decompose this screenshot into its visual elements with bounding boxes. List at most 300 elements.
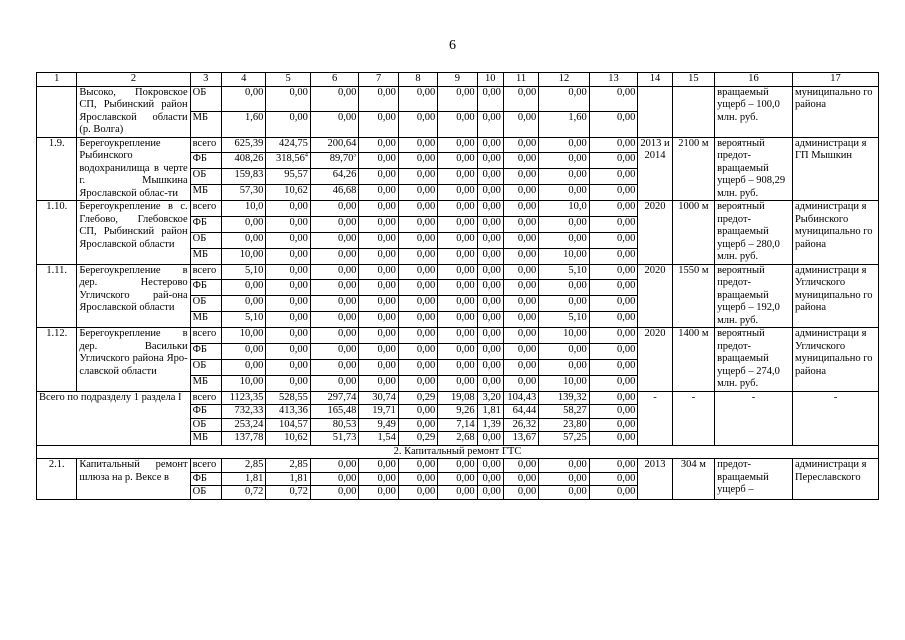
- value-cell: 0,00: [477, 459, 503, 473]
- value-cell: 0,00: [589, 375, 638, 391]
- header-cell: 5: [266, 73, 310, 87]
- value-cell: 0,00: [310, 459, 359, 473]
- value-cell: 0,00: [589, 169, 638, 185]
- value-cell: 0,00: [310, 86, 359, 112]
- value-cell: 10,00: [539, 375, 590, 391]
- value-cell: 95,57: [266, 169, 310, 185]
- value-cell: 0,00: [398, 169, 437, 185]
- value-cell: 0,00: [398, 459, 437, 473]
- item-period: 2020: [638, 328, 672, 392]
- value-cell: 0,00: [266, 86, 310, 112]
- value-cell: 0,00: [539, 359, 590, 375]
- header-cell: 3: [190, 73, 221, 87]
- value-cell: 1,81: [266, 472, 310, 486]
- value-cell: 0,00: [503, 201, 538, 217]
- item-length: [672, 86, 714, 137]
- funding-source: МБ: [190, 375, 221, 391]
- value-cell: 0,29: [398, 432, 437, 446]
- item-period: [638, 86, 672, 137]
- value-cell: 0,00: [359, 328, 398, 344]
- value-cell: 625,39: [221, 137, 265, 153]
- value-cell: 0,00: [503, 169, 538, 185]
- item-period: 2013 и 2014: [638, 137, 672, 201]
- header-cell: 4: [221, 73, 265, 87]
- value-cell: 0,00: [589, 264, 638, 280]
- value-cell: 0,00: [310, 343, 359, 359]
- value-cell: 5,10: [221, 312, 265, 328]
- value-cell: 10,00: [221, 328, 265, 344]
- value-cell: 0,00: [310, 296, 359, 312]
- item-executor: администраци я Угличского муниципально го района: [792, 264, 878, 328]
- item-length: 2100 м: [672, 137, 714, 201]
- value-cell: 0,00: [438, 153, 477, 169]
- funding-source: ОБ: [190, 86, 221, 112]
- item-number: 1.9.: [37, 137, 77, 201]
- value-cell: 0,00: [503, 216, 538, 232]
- data-row: [37, 137, 879, 153]
- value-cell: 0,00: [438, 201, 477, 217]
- value-cell: 0,00: [503, 137, 538, 153]
- value-cell: 0,00: [503, 459, 538, 473]
- value-cell: 137,78: [221, 432, 265, 446]
- item-number: [37, 86, 77, 137]
- value-cell: 0,00: [477, 280, 503, 296]
- value-cell: 0,00: [359, 486, 398, 500]
- item-effect: вращаемый ущерб – 100,0 млн. руб.: [715, 86, 793, 137]
- value-cell: 3,20: [477, 391, 503, 405]
- value-cell: 1,81: [477, 405, 503, 419]
- value-cell: 0,00: [398, 312, 437, 328]
- value-cell: 0,00: [398, 486, 437, 500]
- funding-source: всего: [190, 137, 221, 153]
- value-cell: 0,00: [359, 185, 398, 201]
- value-cell: 0,00: [503, 86, 538, 112]
- value-cell: 0,00: [310, 375, 359, 391]
- value-cell: 0,00: [589, 248, 638, 264]
- item-executor: администраци я Рыбинского муниципально го района: [792, 201, 878, 265]
- value-cell: 1,60: [539, 112, 590, 138]
- value-cell: 0,00: [266, 359, 310, 375]
- value-cell: 0,00: [398, 86, 437, 112]
- value-cell: 297,74: [310, 391, 359, 405]
- value-cell: 0,00: [477, 296, 503, 312]
- value-cell: 10,00: [539, 328, 590, 344]
- funding-source: ФБ: [190, 280, 221, 296]
- value-cell: 0,00: [266, 216, 310, 232]
- value-cell: 0,00: [589, 472, 638, 486]
- value-cell: 0,00: [310, 264, 359, 280]
- value-cell: 0,00: [589, 391, 638, 405]
- value-cell: 0,00: [477, 486, 503, 500]
- value-cell: 0,00: [589, 137, 638, 153]
- funding-source: ОБ: [190, 169, 221, 185]
- value-cell: 51,73: [310, 432, 359, 446]
- item-period: 2020: [638, 264, 672, 328]
- value-cell: 139,32: [539, 391, 590, 405]
- value-cell: 13,67: [503, 432, 538, 446]
- value-cell: 0,00: [503, 112, 538, 138]
- header-cell: 12: [539, 73, 590, 87]
- value-cell: 0,00: [477, 112, 503, 138]
- total-executor: -: [792, 391, 878, 445]
- header-cell: 16: [715, 73, 793, 87]
- value-cell: 0,00: [398, 472, 437, 486]
- value-cell: 0,00: [503, 328, 538, 344]
- value-cell: 10,62: [266, 432, 310, 446]
- item-executor: администраци я Переславского: [792, 459, 878, 500]
- header-cell: 8: [398, 73, 437, 87]
- value-cell: 253,24: [221, 418, 265, 432]
- item-name: Берегоукрепление в дер. Нестерово Угличского рай-она Ярославской области: [77, 264, 190, 328]
- value-cell: 0,00: [589, 185, 638, 201]
- value-cell: 0,00: [539, 472, 590, 486]
- value-cell: 0,00: [438, 169, 477, 185]
- value-cell: 0,00: [310, 201, 359, 217]
- value-cell: 0,00: [589, 153, 638, 169]
- funding-source: ОБ: [190, 486, 221, 500]
- value-cell: 732,33: [221, 405, 265, 419]
- value-cell: 1,60: [221, 112, 265, 138]
- item-executor: администраци я ГП Мышкин: [792, 137, 878, 201]
- value-cell: 0,00: [221, 359, 265, 375]
- value-cell: 0,29: [398, 391, 437, 405]
- section-title: 2. Капитальный ремонт ГТС: [37, 445, 879, 459]
- value-cell: 64,26: [310, 169, 359, 185]
- value-cell: 0,00: [589, 432, 638, 446]
- value-cell: 0,00: [539, 296, 590, 312]
- value-cell: 0,00: [589, 280, 638, 296]
- value-cell: 0,00: [266, 248, 310, 264]
- header-row: [37, 73, 879, 87]
- value-cell: 0,00: [503, 359, 538, 375]
- value-cell: 0,00: [398, 296, 437, 312]
- value-cell: 0,72: [221, 486, 265, 500]
- value-cell: 0,00: [477, 216, 503, 232]
- value-cell: 0,00: [438, 216, 477, 232]
- value-cell: 0,00: [398, 153, 437, 169]
- funding-source: ОБ: [190, 418, 221, 432]
- item-effect: предот-вращаемый ущерб –: [715, 459, 793, 500]
- value-cell: 413,36: [266, 405, 310, 419]
- value-cell: 0,00: [589, 359, 638, 375]
- value-cell: 0,00: [310, 112, 359, 138]
- value-cell: 0,00: [221, 216, 265, 232]
- funding-source: МБ: [190, 112, 221, 138]
- total-effect: -: [715, 391, 793, 445]
- value-cell: 0,00: [477, 137, 503, 153]
- value-cell: 5,10: [539, 264, 590, 280]
- item-length: 1000 м: [672, 201, 714, 265]
- value-cell: 0,00: [310, 216, 359, 232]
- value-cell: 0,00: [539, 86, 590, 112]
- value-cell: 0,00: [398, 232, 437, 248]
- value-cell: 0,00: [398, 343, 437, 359]
- item-length: 304 м: [672, 459, 714, 500]
- value-cell: 0,00: [589, 312, 638, 328]
- funding-source: всего: [190, 264, 221, 280]
- value-cell: 2,85: [266, 459, 310, 473]
- item-name: Берегоукрепление Рыбинского водохранилища в черте г. Мышкина Ярославской облас-ти: [77, 137, 190, 201]
- value-cell: 10,0: [221, 201, 265, 217]
- value-cell: 0,00: [359, 280, 398, 296]
- program-table: [36, 72, 879, 500]
- value-cell: 0,00: [266, 280, 310, 296]
- value-cell: 0,00: [539, 280, 590, 296]
- value-cell: 0,00: [503, 486, 538, 500]
- item-length: 1400 м: [672, 328, 714, 392]
- value-cell: 0,00: [438, 359, 477, 375]
- funding-source: ОБ: [190, 232, 221, 248]
- item-name: Берегоукрепление в дер. Васильки Угличского района Яро-славской области: [77, 328, 190, 392]
- value-cell: 57,25: [539, 432, 590, 446]
- value-cell: 30,74: [359, 391, 398, 405]
- value-cell: 0,00: [503, 248, 538, 264]
- value-cell: 0,00: [398, 137, 437, 153]
- value-cell: 0,00: [359, 359, 398, 375]
- total-length: -: [672, 391, 714, 445]
- value-cell: 5,10: [539, 312, 590, 328]
- value-cell: 0,00: [589, 328, 638, 344]
- value-cell: 19,71: [359, 405, 398, 419]
- item-length: 1550 м: [672, 264, 714, 328]
- value-cell: 0,00: [438, 328, 477, 344]
- value-cell: 0,00: [503, 185, 538, 201]
- value-cell: 0,00: [589, 232, 638, 248]
- total-label: Всего по подразделу 1 раздела I: [37, 391, 191, 445]
- value-cell: 0,00: [503, 280, 538, 296]
- value-cell: 0,00: [266, 312, 310, 328]
- header-cell: 9: [438, 73, 477, 87]
- header-cell: 2: [77, 73, 190, 87]
- item-executor: муниципально го района: [792, 86, 878, 137]
- value-cell: 0,00: [359, 264, 398, 280]
- value-cell: 0,00: [477, 328, 503, 344]
- value-cell: 0,00: [398, 375, 437, 391]
- value-cell: 0,00: [503, 232, 538, 248]
- page-number: 6: [449, 38, 456, 53]
- value-cell: 0,00: [438, 472, 477, 486]
- header-cell: 7: [359, 73, 398, 87]
- funding-source: МБ: [190, 312, 221, 328]
- funding-source: МБ: [190, 185, 221, 201]
- value-cell: 0,00: [477, 472, 503, 486]
- value-cell: 0,00: [359, 375, 398, 391]
- value-cell: 0,00: [398, 359, 437, 375]
- data-row: [37, 86, 879, 112]
- value-cell: 0,00: [221, 296, 265, 312]
- value-cell: 0,00: [539, 459, 590, 473]
- value-cell: 0,00: [221, 280, 265, 296]
- value-cell: 0,00: [477, 232, 503, 248]
- value-cell: 0,00: [438, 375, 477, 391]
- header-cell: 10: [477, 73, 503, 87]
- item-number: 1.12.: [37, 328, 77, 392]
- item-number: 1.11.: [37, 264, 77, 328]
- value-cell: 0,00: [503, 343, 538, 359]
- data-row: [37, 459, 879, 473]
- value-cell: 9,49: [359, 418, 398, 432]
- value-cell: 0,00: [359, 137, 398, 153]
- value-cell: 5,10: [221, 264, 265, 280]
- value-cell: 0,00: [589, 201, 638, 217]
- value-cell: 0,00: [477, 169, 503, 185]
- value-cell: 0,00: [221, 86, 265, 112]
- value-cell: 0,00: [266, 328, 310, 344]
- value-cell: 0,00: [359, 232, 398, 248]
- value-cell: 10,00: [221, 248, 265, 264]
- value-cell: 0,00: [438, 343, 477, 359]
- value-cell: 10,0: [539, 201, 590, 217]
- value-cell: 0,00: [477, 343, 503, 359]
- value-cell: 165,48: [310, 405, 359, 419]
- value-cell: 0,00: [503, 375, 538, 391]
- value-cell: 0,00: [477, 201, 503, 217]
- value-cell: 0,00: [477, 264, 503, 280]
- value-cell: 0,00: [539, 232, 590, 248]
- value-cell: 0,00: [359, 169, 398, 185]
- value-cell: 0,00: [539, 216, 590, 232]
- value-cell: 0,00: [503, 153, 538, 169]
- header-cell: 17: [792, 73, 878, 87]
- header-cell: 6: [310, 73, 359, 87]
- value-cell: 0,00: [539, 153, 590, 169]
- value-cell: 1,54: [359, 432, 398, 446]
- value-cell: 0,00: [503, 296, 538, 312]
- value-cell: 0,00: [589, 86, 638, 112]
- value-cell: 0,00: [266, 112, 310, 138]
- value-cell: 1,81: [221, 472, 265, 486]
- item-name: Высоко, Покровское СП, Рыбинский район Ярославской области (р. Волга): [77, 86, 190, 137]
- value-cell: 0,00: [477, 185, 503, 201]
- value-cell: 0,00: [438, 312, 477, 328]
- item-effect: вероятный предот-вращаемый ущерб – 274,0 млн. руб.: [715, 328, 793, 392]
- value-cell: 0,00: [359, 201, 398, 217]
- data-row: [37, 264, 879, 280]
- item-effect: вероятный предот-вращаемый ущерб – 192,0 млн. руб.: [715, 264, 793, 328]
- value-cell: 0,00: [221, 343, 265, 359]
- value-cell: 0,00: [310, 472, 359, 486]
- value-cell: 0,00: [503, 472, 538, 486]
- value-cell: 10,00: [539, 248, 590, 264]
- value-cell: 2,85: [221, 459, 265, 473]
- value-cell: 0,00: [589, 459, 638, 473]
- value-cell: 0,00: [477, 153, 503, 169]
- value-cell: 0,00: [589, 418, 638, 432]
- value-cell: 0,00: [589, 296, 638, 312]
- funding-source: всего: [190, 391, 221, 405]
- value-cell: 0,00: [477, 375, 503, 391]
- item-period: 2013: [638, 459, 672, 500]
- value-cell: 0,00: [359, 153, 398, 169]
- value-cell: 104,57: [266, 418, 310, 432]
- value-cell: 0,00: [310, 280, 359, 296]
- item-number: 2.1.: [37, 459, 77, 500]
- value-cell: 0,00: [359, 343, 398, 359]
- value-cell: 0,00: [398, 216, 437, 232]
- funding-source: ФБ: [190, 153, 221, 169]
- value-cell: 0,00: [438, 296, 477, 312]
- value-cell: 0,00: [503, 312, 538, 328]
- value-cell: 23,80: [539, 418, 590, 432]
- value-cell: 0,00: [310, 486, 359, 500]
- value-cell: 0,00: [221, 232, 265, 248]
- footnote-mark: 5: [353, 152, 357, 159]
- item-name: Берегоукрепление в с. Глебово, Глебовское СП, Рыбинский район Ярославской области: [77, 201, 190, 265]
- funding-source: МБ: [190, 432, 221, 446]
- value-cell: 0,00: [503, 264, 538, 280]
- value-cell: 0,00: [438, 232, 477, 248]
- data-row: [37, 328, 879, 344]
- value-cell: 0,00: [589, 405, 638, 419]
- value-cell: 0,00: [359, 86, 398, 112]
- value-cell: 0,00: [266, 343, 310, 359]
- value-cell: 0,00: [266, 264, 310, 280]
- value-cell: 0,00: [359, 216, 398, 232]
- value-cell: 7,14: [438, 418, 477, 432]
- value-cell: 0,00: [398, 112, 437, 138]
- value-cell: 0,00: [310, 328, 359, 344]
- funding-source: ФБ: [190, 343, 221, 359]
- item-executor: администраци я Угличского муниципально го района: [792, 328, 878, 392]
- data-row: [37, 391, 879, 405]
- funding-source: ФБ: [190, 472, 221, 486]
- value-cell: 0,00: [539, 343, 590, 359]
- value-cell: 408,26: [221, 153, 265, 169]
- value-cell: 0,00: [398, 185, 437, 201]
- value-cell: 0,00: [398, 405, 437, 419]
- value-cell: 0,00: [477, 432, 503, 446]
- value-cell: 10,62: [266, 185, 310, 201]
- section-row: [37, 445, 879, 459]
- item-number: 1.10.: [37, 201, 77, 265]
- value-cell: 318,56$^4$: [266, 153, 310, 169]
- value-cell: 159,83: [221, 169, 265, 185]
- funding-source: МБ: [190, 248, 221, 264]
- value-cell: 0,00: [438, 248, 477, 264]
- item-period: 2020: [638, 201, 672, 265]
- value-cell: 0,00: [589, 343, 638, 359]
- value-cell: 104,43: [503, 391, 538, 405]
- value-cell: 58,27: [539, 405, 590, 419]
- funding-source: ОБ: [190, 359, 221, 375]
- value-cell: 0,72: [266, 486, 310, 500]
- value-cell: 0,00: [438, 280, 477, 296]
- value-cell: 0,00: [539, 486, 590, 500]
- value-cell: 528,55: [266, 391, 310, 405]
- funding-source: ФБ: [190, 216, 221, 232]
- funding-source: всего: [190, 328, 221, 344]
- funding-source: всего: [190, 459, 221, 473]
- value-cell: 0,00: [266, 201, 310, 217]
- value-cell: 0,00: [477, 86, 503, 112]
- value-cell: 0,00: [359, 296, 398, 312]
- value-cell: 0,00: [398, 280, 437, 296]
- value-cell: 0,00: [589, 486, 638, 500]
- funding-source: ОБ: [190, 296, 221, 312]
- value-cell: 0,00: [310, 232, 359, 248]
- value-cell: 0,00: [359, 312, 398, 328]
- value-cell: 19,08: [438, 391, 477, 405]
- value-cell: 0,00: [398, 264, 437, 280]
- value-cell: 0,00: [589, 216, 638, 232]
- header-cell: 1: [37, 73, 77, 87]
- value-cell: 9,26: [438, 405, 477, 419]
- value-cell: 0,00: [438, 112, 477, 138]
- value-cell: 0,00: [477, 248, 503, 264]
- header-cell: 14: [638, 73, 672, 87]
- value-cell: 0,00: [539, 169, 590, 185]
- value-cell: 0,00: [359, 472, 398, 486]
